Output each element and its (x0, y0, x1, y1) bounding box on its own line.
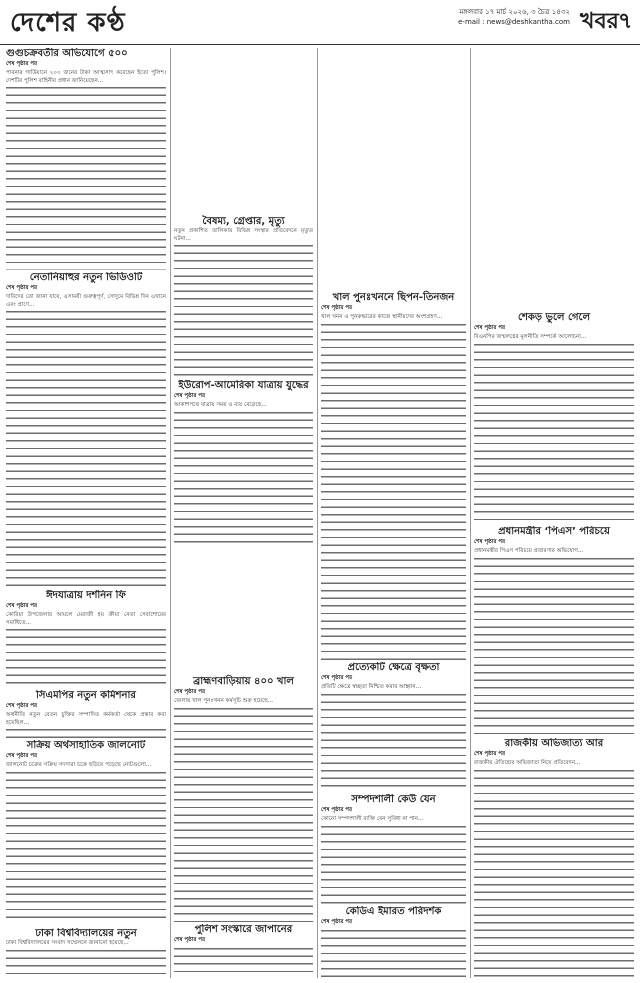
article (474, 48, 634, 524)
headline: প্রধানমন্ত্রীর ‘পিএস’ পরিচয়ে (498, 526, 610, 537)
headline: ব্রাহ্মণবাড়িয়ায় ৪০০ খাল (193, 676, 294, 687)
article-lead: প্রতিটি ক্ষেত্রে স্বচ্ছতা নিশ্চিত করার আহ্বান... (321, 684, 422, 690)
article (474, 526, 634, 736)
dateline: মঙ্গলবার ১৭ মার্চ ২০২৬, ৩ চৈত্র ১৪৩২ (459, 8, 570, 16)
article (174, 924, 313, 978)
headline: নেতানিয়াহুর নতুন ভিডিওটি (29, 272, 143, 283)
article (174, 552, 313, 922)
article-text (6, 309, 166, 588)
article-text (321, 692, 466, 792)
article-text (6, 948, 166, 978)
headline: ঢাকা বিশ্ববিদ্যালয়ের নতুন (35, 928, 137, 939)
article-lead: কোনো সম্পদশালী ব্যক্তি যেন সুবিধা না পান... (321, 816, 424, 822)
article-lead: কোরিয়া উপজেলার আমলে মেরাজী হয় ক্রীয়া নেতা সেবাশোরের সমাধিতে... (6, 612, 166, 626)
column-divider (317, 48, 318, 978)
headline: সম্পদশালী কেউ যেন (351, 794, 436, 805)
continued-label: শেষ পৃষ্ঠার পর (321, 675, 353, 681)
headline: ঈদযাত্রায় দর্শনিন ফি (46, 590, 126, 601)
article-text (474, 556, 634, 736)
continued-label: শেষ পৃষ্ঠার পর (474, 751, 506, 757)
continued-label: শেষ পৃষ্ঠার পর (6, 603, 38, 609)
continued-label: শেষ পৃষ্ঠার পর (6, 285, 38, 291)
section-label: খবর (580, 9, 619, 34)
article-text (174, 243, 313, 378)
email-address: e-mail : news@deshkantha.com (458, 18, 570, 26)
article-lead: জেলায় খাল পুনঃখনন কর্মসূচি শুরু হয়েছে... (174, 698, 274, 704)
article-lead: আকাশপথে যাত্রায় সময় ও ব্যয় বেড়েছে... (174, 402, 267, 408)
article (6, 690, 166, 738)
article (6, 48, 166, 270)
continued-label: শেষ পৃষ্ঠার পর (321, 919, 353, 925)
article-text (6, 727, 166, 738)
continued-label: শেষ পৃষ্ঠার পর (174, 393, 206, 399)
continued-label: শেষ পৃষ্ঠার পর (6, 753, 38, 759)
article (6, 590, 166, 688)
article-text (6, 627, 166, 688)
article-text (6, 85, 166, 270)
article (6, 928, 166, 978)
column-divider (170, 48, 171, 978)
headline: রাজকীয় অভিজাত্য আর (504, 738, 604, 749)
article-text (174, 410, 313, 548)
article (174, 380, 313, 548)
article-lead: দাবিদের তো জানা যায়ে, এসাময়ী গুরুত্বপূর্ণ, সোদুমে বিভিন্ন দিন এখানে এবং প্রাণে... (6, 294, 166, 308)
continued-label: শেষ পৃষ্ঠার পর (6, 61, 38, 67)
column-divider (470, 48, 471, 978)
headline: প্রত্যেকটি ক্ষেত্রে বৃক্ষতা (347, 662, 440, 673)
headline: খাল পুনঃখননে ছিপন-তিনজন (332, 292, 455, 303)
article-text (321, 928, 466, 978)
article-lead: রাজকীয় ঐতিহ্যের অভিজাত্য নিয়ে প্রতিবেদন... (474, 760, 581, 766)
article-text (6, 770, 166, 924)
article-text (321, 824, 466, 904)
article-text (174, 946, 313, 978)
article (321, 48, 466, 660)
article (6, 740, 166, 924)
article-lead: পাবনার গার্ডিয়ানে ২০০ জনের টাকা আত্মসাৎ করেছেন ইতো পুলিশ। দেশটির পুলিশ বাহিনীর প্রধান জানিয়েছেন... (6, 70, 166, 84)
article-lead: জালনোট চক্রের সক্রিয় সদস্যরা চক্রে ছড়িয়ে পড়েছে নোটগুলো... (6, 762, 152, 768)
continued-label: শেষ পৃষ্ঠার পর (474, 539, 506, 545)
article-text (474, 768, 634, 978)
continued-label: শেষ পৃষ্ঠার পর (321, 807, 353, 813)
continued-label: শেষ পৃষ্ঠার পর (174, 937, 206, 943)
continued-label: শেষ পৃষ্ঠার পর (474, 325, 506, 331)
continued-label: শেষ পৃষ্ঠার পর (174, 689, 206, 695)
article-lead: ঢাকা বিশ্ববিদ্যালয়ের সংবাদ সম্মেলনে জানানো হয়েছে... (6, 940, 129, 946)
article-lead: প্রধানমন্ত্রীর পিএস পরিচয়ে প্রতারণার অভিযোগ... (474, 548, 584, 554)
newspaper-logo: দেশের কণ্ঠ (10, 8, 126, 38)
article (6, 272, 166, 588)
article-lead: বিএনপির জন্মলগ্নের মূলনীতি সম্পর্কে আলোচনা... (474, 334, 587, 340)
article-lead: অর্থনীতি নতুন বেতন চুক্তির সম্পাদিত কর্মকর্তা থেকে প্রস্তাব করা হয়েছিল... (6, 712, 166, 726)
article (321, 906, 466, 978)
article (321, 662, 466, 792)
headline: ইউরোপ-আমেরিকা যাত্রায় যুদ্ধের (178, 380, 309, 391)
headline: সক্রিয় অর্থসাহাতিক জালনোট (26, 740, 146, 751)
article-text (321, 322, 466, 660)
article-text (474, 342, 634, 524)
headline: গুগুচক্রবর্তীর অভিযোগে ৫০০ (6, 48, 128, 59)
article-lead: নতুন প্রকাশিত তালিকায় বিভিন্ন সংস্থার প্রতিবেদনে মৃত্যুর ঘটনা... (174, 228, 313, 242)
headline: শেকড় ভুলে গেলে (517, 312, 591, 323)
article-text (174, 706, 313, 922)
article (174, 48, 313, 378)
article-lead: খাল খনন ও পুনরুদ্ধারের কাজে স্থানীয়দের অংশগ্রহণ... (321, 314, 443, 320)
page-number: ৭ (618, 9, 633, 34)
headline: পুলিশ সংস্কারে জাপানের (194, 924, 293, 935)
continued-label: শেষ পৃষ্ঠার পর (6, 703, 38, 709)
article (474, 738, 634, 978)
article (321, 794, 466, 904)
headline: বৈষম্য, গ্রেপ্তার, মৃত্যু (202, 216, 285, 227)
continued-label: শেষ পৃষ্ঠার পর (321, 305, 353, 311)
masthead (0, 0, 640, 45)
headline: কেডিএ ইমারত পরিদর্শক (345, 906, 442, 917)
headline: সিএমপির নতুন কমিশনার (36, 690, 136, 701)
